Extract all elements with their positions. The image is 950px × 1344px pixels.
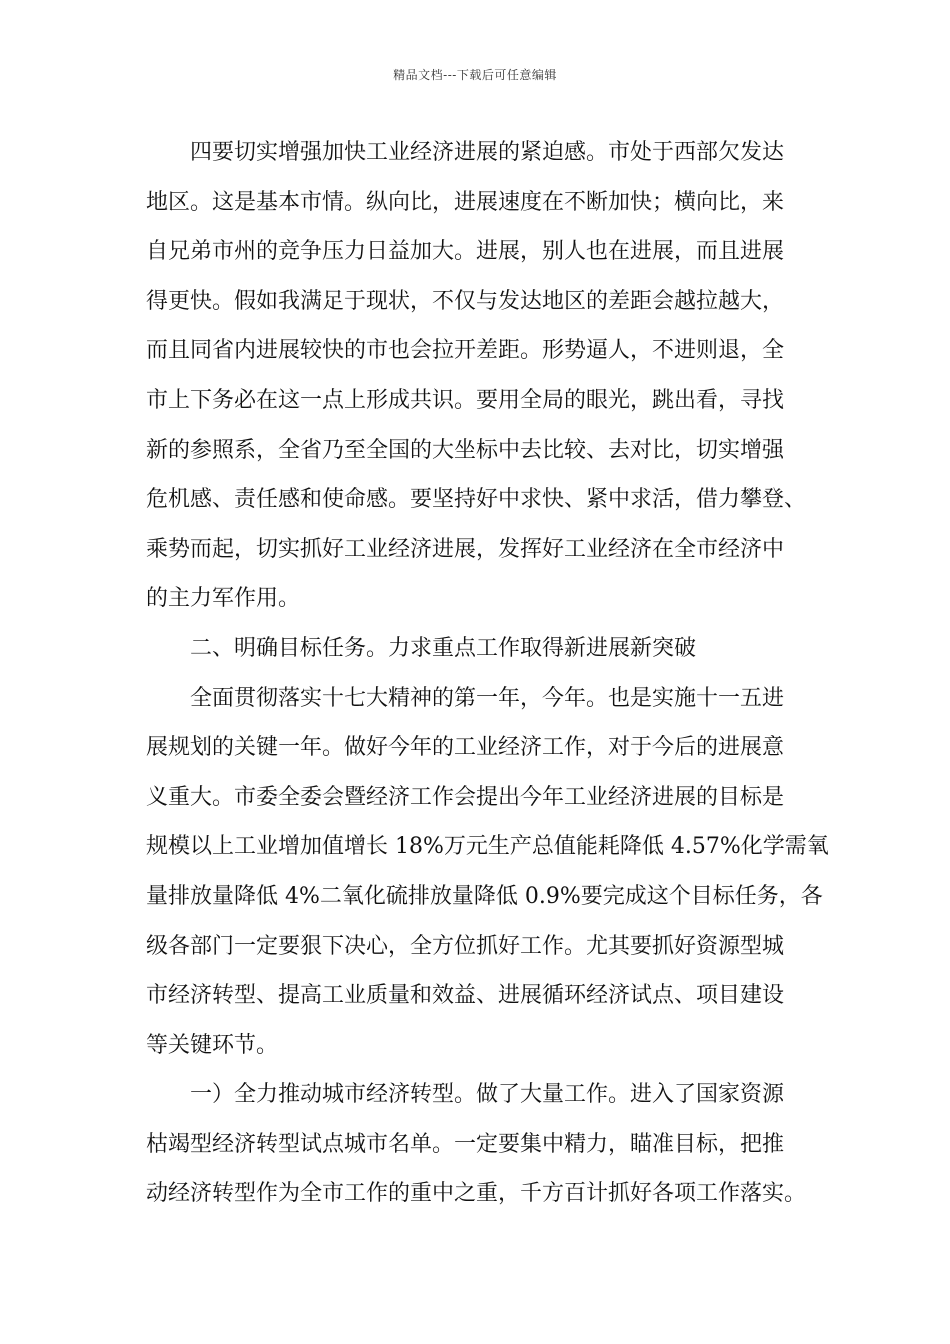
text-line: 市上下务必在这一点上形成共识。要用全局的眼光，跳出看，寻找	[146, 387, 785, 413]
text-line: 新的参照系，全省乃至全国的大坐标中去比较、去对比，切实增强	[146, 437, 785, 463]
page-header: 精品文档---下载后可任意编辑	[393, 68, 557, 82]
subsection-heading: 一）全力推动城市经济转型。做了大量工作。进入了国家资源	[190, 1082, 785, 1108]
text-line: 等关键环节。	[146, 1032, 279, 1058]
text-line: 规模以上工业增加值增长 18%万元生产总值能耗降低 4.57%化学需氧	[146, 834, 829, 860]
text-line: 自兄弟市州的竞争压力日益加大。进展，别人也在进展，而且进展	[146, 239, 785, 265]
text-line: 义重大。市委全委会暨经济工作会提出今年工业经济进展的目标是	[146, 784, 785, 810]
text-line: 量排放量降低 4%二氧化硫排放量降低 0.9%要完成这个目标任务，各	[146, 883, 823, 909]
text-line: 四要切实增强加快工业经济进展的紧迫感。市处于西部欠发达	[190, 140, 785, 165]
body-text	[146, 128, 836, 1219]
text-line: 危机感、责任感和使命感。要坚持好中求快、紧中求活，借力攀登、	[146, 487, 807, 513]
text-line: 地区。这是基本市情。纵向比，进展速度在不断加快；横向比，来	[146, 189, 785, 215]
text-line: 市经济转型、提高工业质量和效益、进展循环经济试点、项目建设	[146, 983, 785, 1009]
text-line: 枯竭型经济转型试点城市名单。一定要集中精力，瞄准目标，把推	[146, 1131, 785, 1157]
text-line: 动经济转型作为全市工作的重中之重，千方百计抓好各项工作落实。	[146, 1181, 807, 1207]
section-heading: 二、明确目标任务。力求重点工作取得新进展新突破	[190, 635, 697, 661]
text-line: 全面贯彻落实十七大精神的第一年，今年。也是实施十一五进	[190, 685, 785, 711]
text-line: 乘势而起，切实抓好工业经济进展，发挥好工业经济在全市经济中	[146, 536, 785, 562]
text-line: 级各部门一定要狠下决心，全方位抓好工作。尤其要抓好资源型城	[146, 933, 785, 959]
text-line: 展规划的关键一年。做好今年的工业经济工作，对于今后的进展意	[146, 735, 785, 761]
text-line: 的主力军作用。	[146, 586, 301, 612]
text-line: 而且同省内进展较快的市也会拉开差距。形势逼人，不进则退，全	[146, 338, 785, 364]
text-line: 得更快。假如我满足于现状，不仅与发达地区的差距会越拉越大，	[146, 288, 785, 314]
